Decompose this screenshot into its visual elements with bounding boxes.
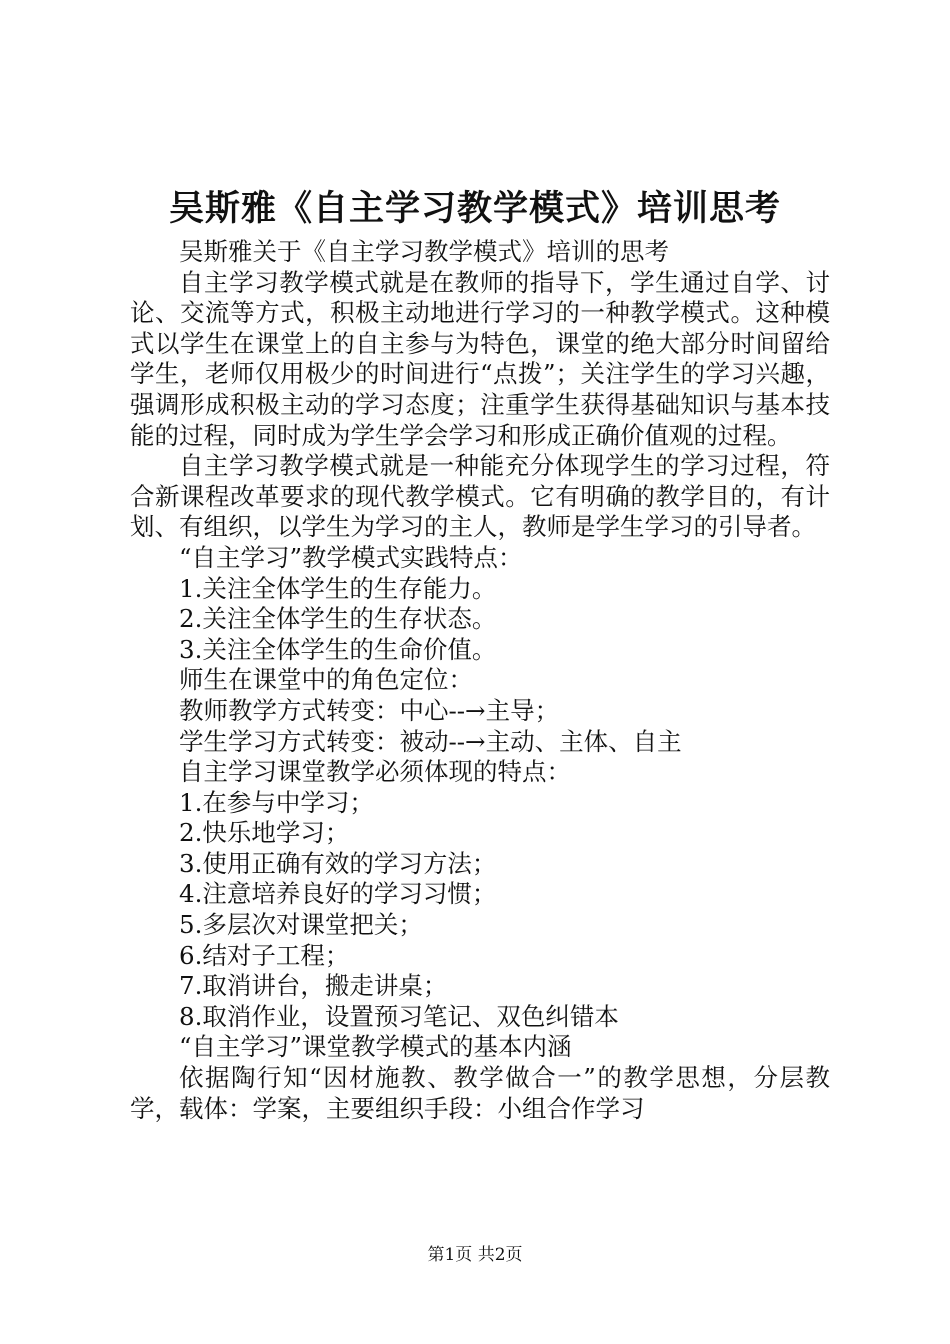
body-paragraph: 自主学习教学模式就是一种能充分体现学生的学习过程，符合新课程改革要求的现代教学模式。它有明确的教学目的，有计划、有组织，以学生为学习的主人，教师是学生学习的引导者。 bbox=[130, 451, 830, 542]
body-paragraph: 依据陶行知“因材施教、教学做合一”的教学思想，分层教学，载体：学案，主要组织手段：小组合作学习 bbox=[130, 1063, 830, 1123]
list-item: 1.关注全体学生的生存能力。 bbox=[179, 573, 497, 603]
section-heading: 师生在课堂中的角色定位： bbox=[179, 665, 473, 695]
section-heading: “自主学习”课堂教学模式的基本内涵 bbox=[179, 1032, 572, 1062]
section-heading: 自主学习课堂教学必须体现的特点： bbox=[179, 757, 571, 787]
list-item: 4.注意培养良好的学习习惯； bbox=[179, 879, 497, 909]
list-item: 3.关注全体学生的生命价值。 bbox=[179, 634, 497, 664]
subtitle-paragraph: 吴斯雅关于《自主学习教学模式》培训的思考 bbox=[179, 237, 669, 266]
list-item: 3.使用正确有效的学习方法； bbox=[179, 848, 497, 878]
list-item: 7.取消讲台，搬走讲桌； bbox=[179, 971, 448, 1001]
section-heading: “自主学习”教学模式实践特点： bbox=[179, 542, 523, 572]
list-item: 8.取消作业，设置预习笔记、双色纠错本 bbox=[179, 1001, 619, 1031]
list-item: 5.多层次对课堂把关； bbox=[179, 910, 423, 940]
document-title: 吴斯雅《自主学习教学模式》培训思考 bbox=[168, 188, 781, 229]
list-item: 2.关注全体学生的生存状态。 bbox=[179, 604, 497, 634]
page-number-footer: 第1页 共2页 bbox=[427, 1245, 523, 1265]
list-item: 学生学习方式转变：被动--→主动、主体、自主 bbox=[179, 726, 682, 756]
list-item: 6.结对子工程； bbox=[179, 940, 350, 970]
body-paragraph: 自主学习教学模式就是在教师的指导下，学生通过自学、讨论、交流等方式，积极主动地进行学习的一种教学模式。这种模式以学生在课堂上的自主参与为特色，课堂的绝大部分时间留给学生，老师仅用极少的时间进行“点拨”；关注学生的学习兴趣，强调形成积极主动的学习态度；注重学生获得基础知识与基本技能的过程，同时成为学生学会学习和形成正确价值观的过程。 bbox=[130, 267, 830, 450]
list-item: 2.快乐地学习； bbox=[179, 818, 350, 848]
list-item: 教师教学方式转变：中心--→主导； bbox=[179, 695, 560, 725]
list-item: 1.在参与中学习； bbox=[179, 787, 374, 817]
document-body bbox=[130, 237, 830, 1124]
